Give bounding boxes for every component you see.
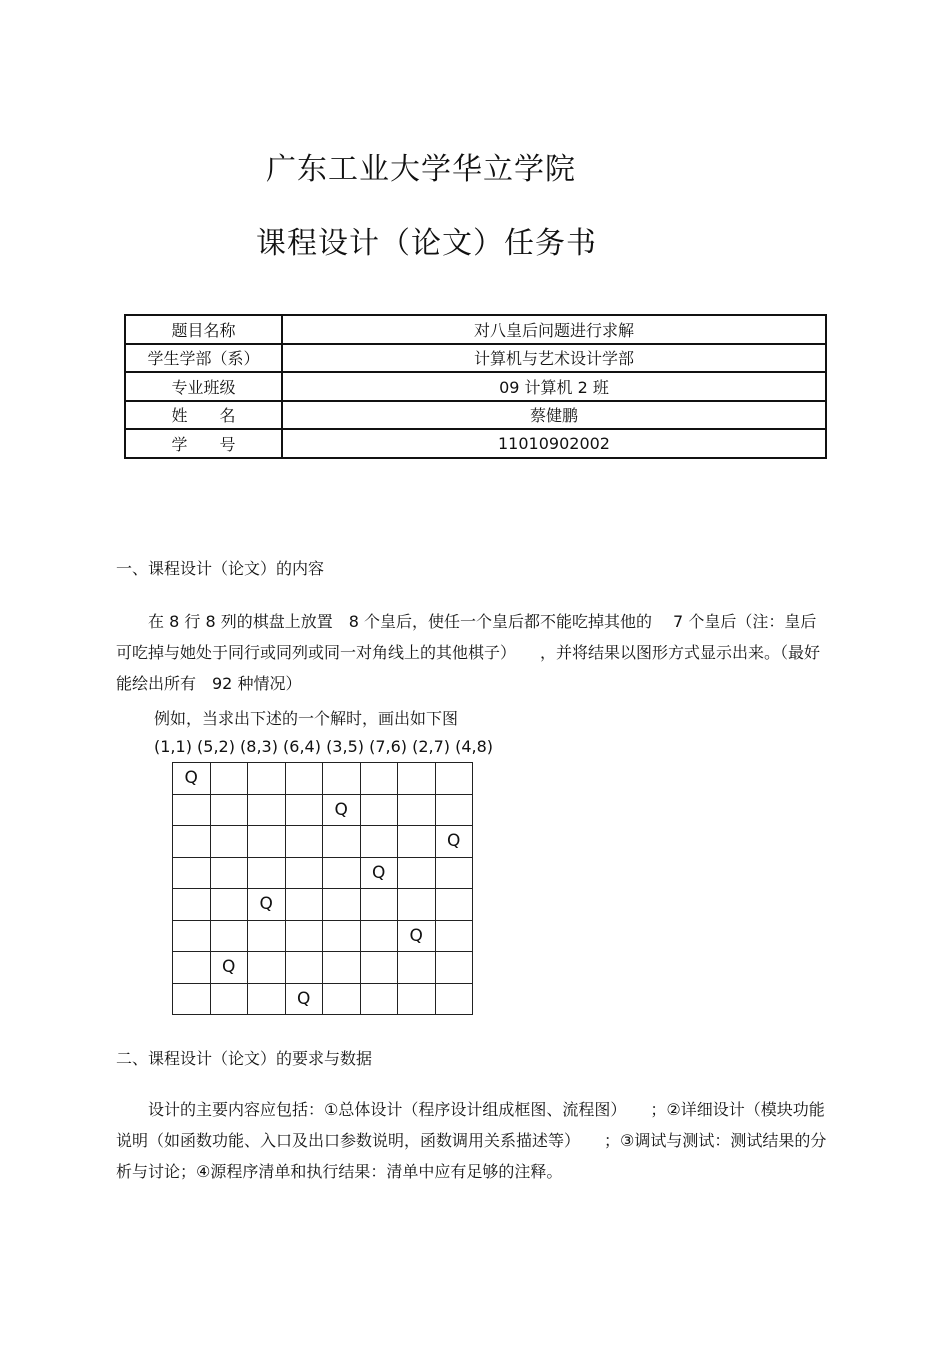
field-value: 蔡健鹏 [282, 401, 826, 430]
field-label: 学生学部（系） [125, 344, 282, 373]
queen-cell: Q [173, 763, 211, 795]
board-cell [173, 889, 211, 921]
board-cell [173, 920, 211, 952]
board-cell [323, 763, 361, 795]
board-cell [210, 920, 248, 952]
board-cell [323, 952, 361, 984]
board-cell [285, 826, 323, 858]
field-label: 专业班级 [125, 372, 282, 401]
field-label: 姓 名 [125, 401, 282, 430]
board-cell [360, 763, 398, 795]
board-cell [360, 983, 398, 1015]
board-cell [248, 826, 286, 858]
board-cell [285, 952, 323, 984]
board-cell [398, 763, 436, 795]
board-cell [210, 826, 248, 858]
board-row [173, 826, 473, 858]
board-row [173, 857, 473, 889]
board-cell [435, 889, 473, 921]
board-cell [360, 889, 398, 921]
board-cell [285, 794, 323, 826]
field-label: 题目名称 [125, 315, 282, 344]
board-cell [248, 920, 286, 952]
board-cell [210, 763, 248, 795]
board-cell [360, 920, 398, 952]
board-cell [435, 952, 473, 984]
board-cell [398, 952, 436, 984]
queen-cell: Q [323, 794, 361, 826]
info-table [124, 314, 827, 459]
school-name: 广东工业大学华立学院 [266, 152, 576, 187]
board-cell [398, 794, 436, 826]
queen-cell: Q [398, 920, 436, 952]
board-cell [435, 794, 473, 826]
table-row [125, 344, 826, 373]
board-cell [173, 952, 211, 984]
table-row [125, 401, 826, 430]
board-row [173, 920, 473, 952]
board-cell [398, 983, 436, 1015]
board-cell [285, 857, 323, 889]
board-cell [360, 794, 398, 826]
board-cell [210, 794, 248, 826]
board-cell [210, 889, 248, 921]
section2-heading: 二、课程设计（论文）的要求与数据 [116, 1049, 373, 1068]
board-cell [248, 952, 286, 984]
board-cell [323, 920, 361, 952]
board-cell [173, 857, 211, 889]
field-value: 计算机与艺术设计学部 [282, 344, 826, 373]
board-cell [323, 826, 361, 858]
table-row [125, 429, 826, 458]
field-label: 学 号 [125, 429, 282, 458]
board-cell [398, 889, 436, 921]
board-cell [435, 983, 473, 1015]
field-value: 09 计算机 2 班 [282, 372, 826, 401]
board-cell [323, 857, 361, 889]
table-row [125, 315, 826, 344]
document-title: 课程设计（论文）任务书 [256, 226, 597, 261]
field-value: 对八皇后问题进行求解 [282, 315, 826, 344]
board-row [173, 889, 473, 921]
board-cell [435, 920, 473, 952]
section1-body: 在 8 行 8 列的棋盘上放置 8 个皇后，使任一个皇后都不能吃掉其他的 7 个皇后（注：皇后可吃掉与她处于同行或同列或同一对角线上的其他棋子） ，并将结果以图形方式显示出来。（最好能绘出所有 92 种情况） [116, 612, 821, 693]
board-cell [248, 794, 286, 826]
board-cell [285, 889, 323, 921]
board-row [173, 794, 473, 826]
board-row [173, 763, 473, 795]
board-cell [210, 857, 248, 889]
board-cell [398, 857, 436, 889]
board-cell [285, 920, 323, 952]
board-cell [360, 826, 398, 858]
field-value: 11010902002 [282, 429, 826, 458]
queen-cell: Q [248, 889, 286, 921]
queen-cell: Q [210, 952, 248, 984]
board-cell [248, 763, 286, 795]
section1-heading: 一、课程设计（论文）的内容 [116, 559, 325, 578]
chess-board [172, 762, 473, 1015]
board-cell [360, 952, 398, 984]
queen-cell: Q [435, 826, 473, 858]
section2-body: 设计的主要内容应包括：①总体设计（程序设计组成框图、流程图） ；②详细设计（模块功能说明（如函数功能、入口及出口参数说明，函数调用关系描述等） ；③调试与测试：测试结果的分析与讨论；④源程序清单和执行结果：清单中应有足够的注释。 [116, 1100, 827, 1181]
board-row [173, 983, 473, 1015]
board-cell [435, 857, 473, 889]
board-cell [285, 763, 323, 795]
board-cell [248, 857, 286, 889]
board-cell [323, 889, 361, 921]
solution-text: (1,1) (5,2) (8,3) (6,4) (3,5) (7,6) (2,7) (4,8) [154, 737, 494, 756]
board-cell [173, 794, 211, 826]
queen-cell: Q [285, 983, 323, 1015]
board-cell [248, 983, 286, 1015]
board-cell [323, 983, 361, 1015]
table-row [125, 372, 826, 401]
board-cell [173, 826, 211, 858]
board-cell [210, 983, 248, 1015]
queen-cell: Q [360, 857, 398, 889]
board-cell [435, 763, 473, 795]
board-row [173, 952, 473, 984]
board-cell [173, 983, 211, 1015]
example-text: 例如，当求出下述的一个解时，画出如下图 [154, 709, 459, 728]
board-cell [398, 826, 436, 858]
